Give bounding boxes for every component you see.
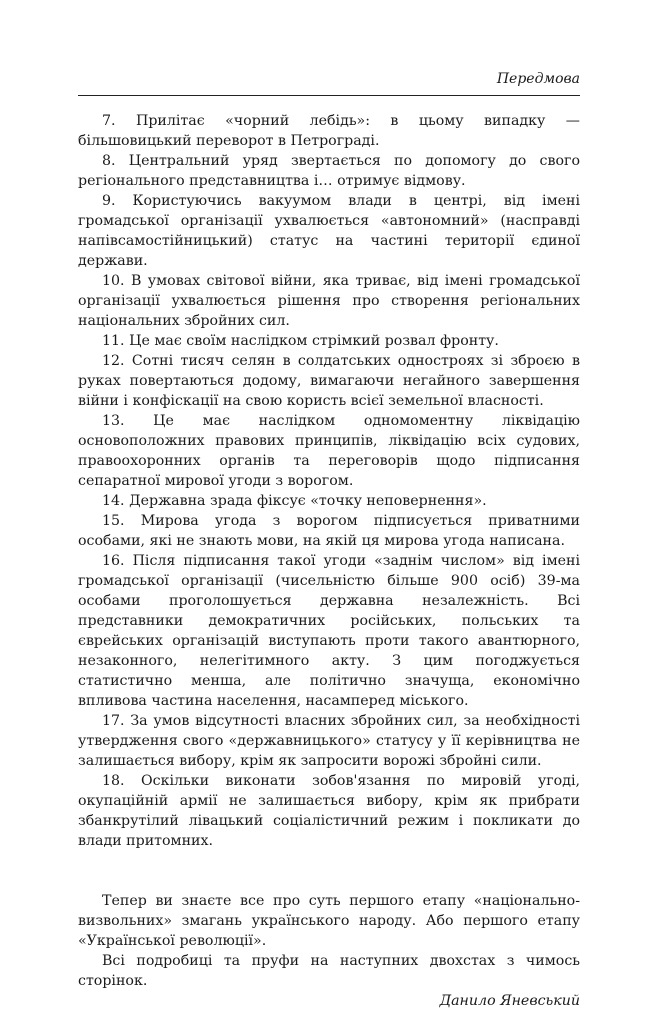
paragraph-14: 14. Державна зрада фіксує «точку неповернення».: [102, 493, 487, 509]
paragraph-8: 8. Центральний уряд звертається по допомогу до свого регіонального представництва і… отримує відмову.: [78, 153, 580, 189]
paragraph-9: 9. Користуючись вакуумом влади в центрі, від імені громадської організації ухвалюється «автономний» (насправді напівсамостійницький) статус на частині території єдиної держави.: [78, 193, 580, 269]
paragraph-15: 15. Мирова угода з ворогом підписується приватними особами, які не знають мови, на якій ця мирова угода написана.: [78, 513, 580, 549]
paragraph-18: 18. Оскільки виконати зобов'язання по мировій угоді, окупаційній армії не залишається вибору, крім як прибрати збанкрутілий лівацький соціалістичний режим і покликати до влади притомних.: [78, 773, 580, 849]
header-rule: [78, 95, 580, 96]
closing-paragraph-2: Всі подробиці та пруфи на наступних двохстах з чимось сторінок.: [78, 953, 580, 989]
paragraph-13: 13. Це має наслідком одномоментну ліквідацію основоположних правових принципів, ліквідацію всіх судових, правоохоронних органів та переговорів щодо підписання сепаратної мирової угоди з ворогом.: [78, 413, 580, 489]
paragraph-11: 11. Це має своїм наслідком стрімкий розвал фронту.: [102, 333, 499, 349]
paragraph-12: 12. Сотні тисяч селян в солдатських одностроях зі зброєю в руках повертаються додому, вимагаючи негайного завершення війни і конфіскації на свою користь всієї земельної власності.: [78, 353, 580, 409]
paragraph-17: 17. За умов відсутності власних збройних сил, за необхідності утвердження свого «державницького» статусу у її керівництва не залишається вибору, крім як запросити ворожі збройні сили.: [78, 713, 580, 769]
paragraph-7: 7. Прилітає «чорний лебідь»: в цьому випадку — більшовицький переворот в Петрограді.: [78, 113, 580, 149]
closing-paragraph-1: Тепер ви знаєте все про суть першого етапу «національно-визвольних» змагань українського народу. Або першого етапу «Української революції».: [78, 893, 580, 949]
paragraph-16: 16. Після підписання такої угоди «заднім числом» від імені громадської організації (чисельністю більше 900 осіб) 39-ма особами проголошується державна незалежність. Всі представники демократичних російських, польських та єврейських організацій виступають проти такого авантюрного, незаконного, нелегітимного акту. З цим погоджується статистично менша, але політично значуща, економічно впливова частина населення, насамперед міського.: [78, 553, 580, 709]
author-signature: Данило Яневський: [439, 993, 580, 1009]
running-head: Передмова: [496, 71, 580, 87]
body-text: [78, 111, 580, 1011]
paragraph-10: 10. В умовах світової війни, яка триває, від імені громадської організації ухвалюється рішення про створення регіональних національних збройних сил.: [78, 273, 580, 329]
